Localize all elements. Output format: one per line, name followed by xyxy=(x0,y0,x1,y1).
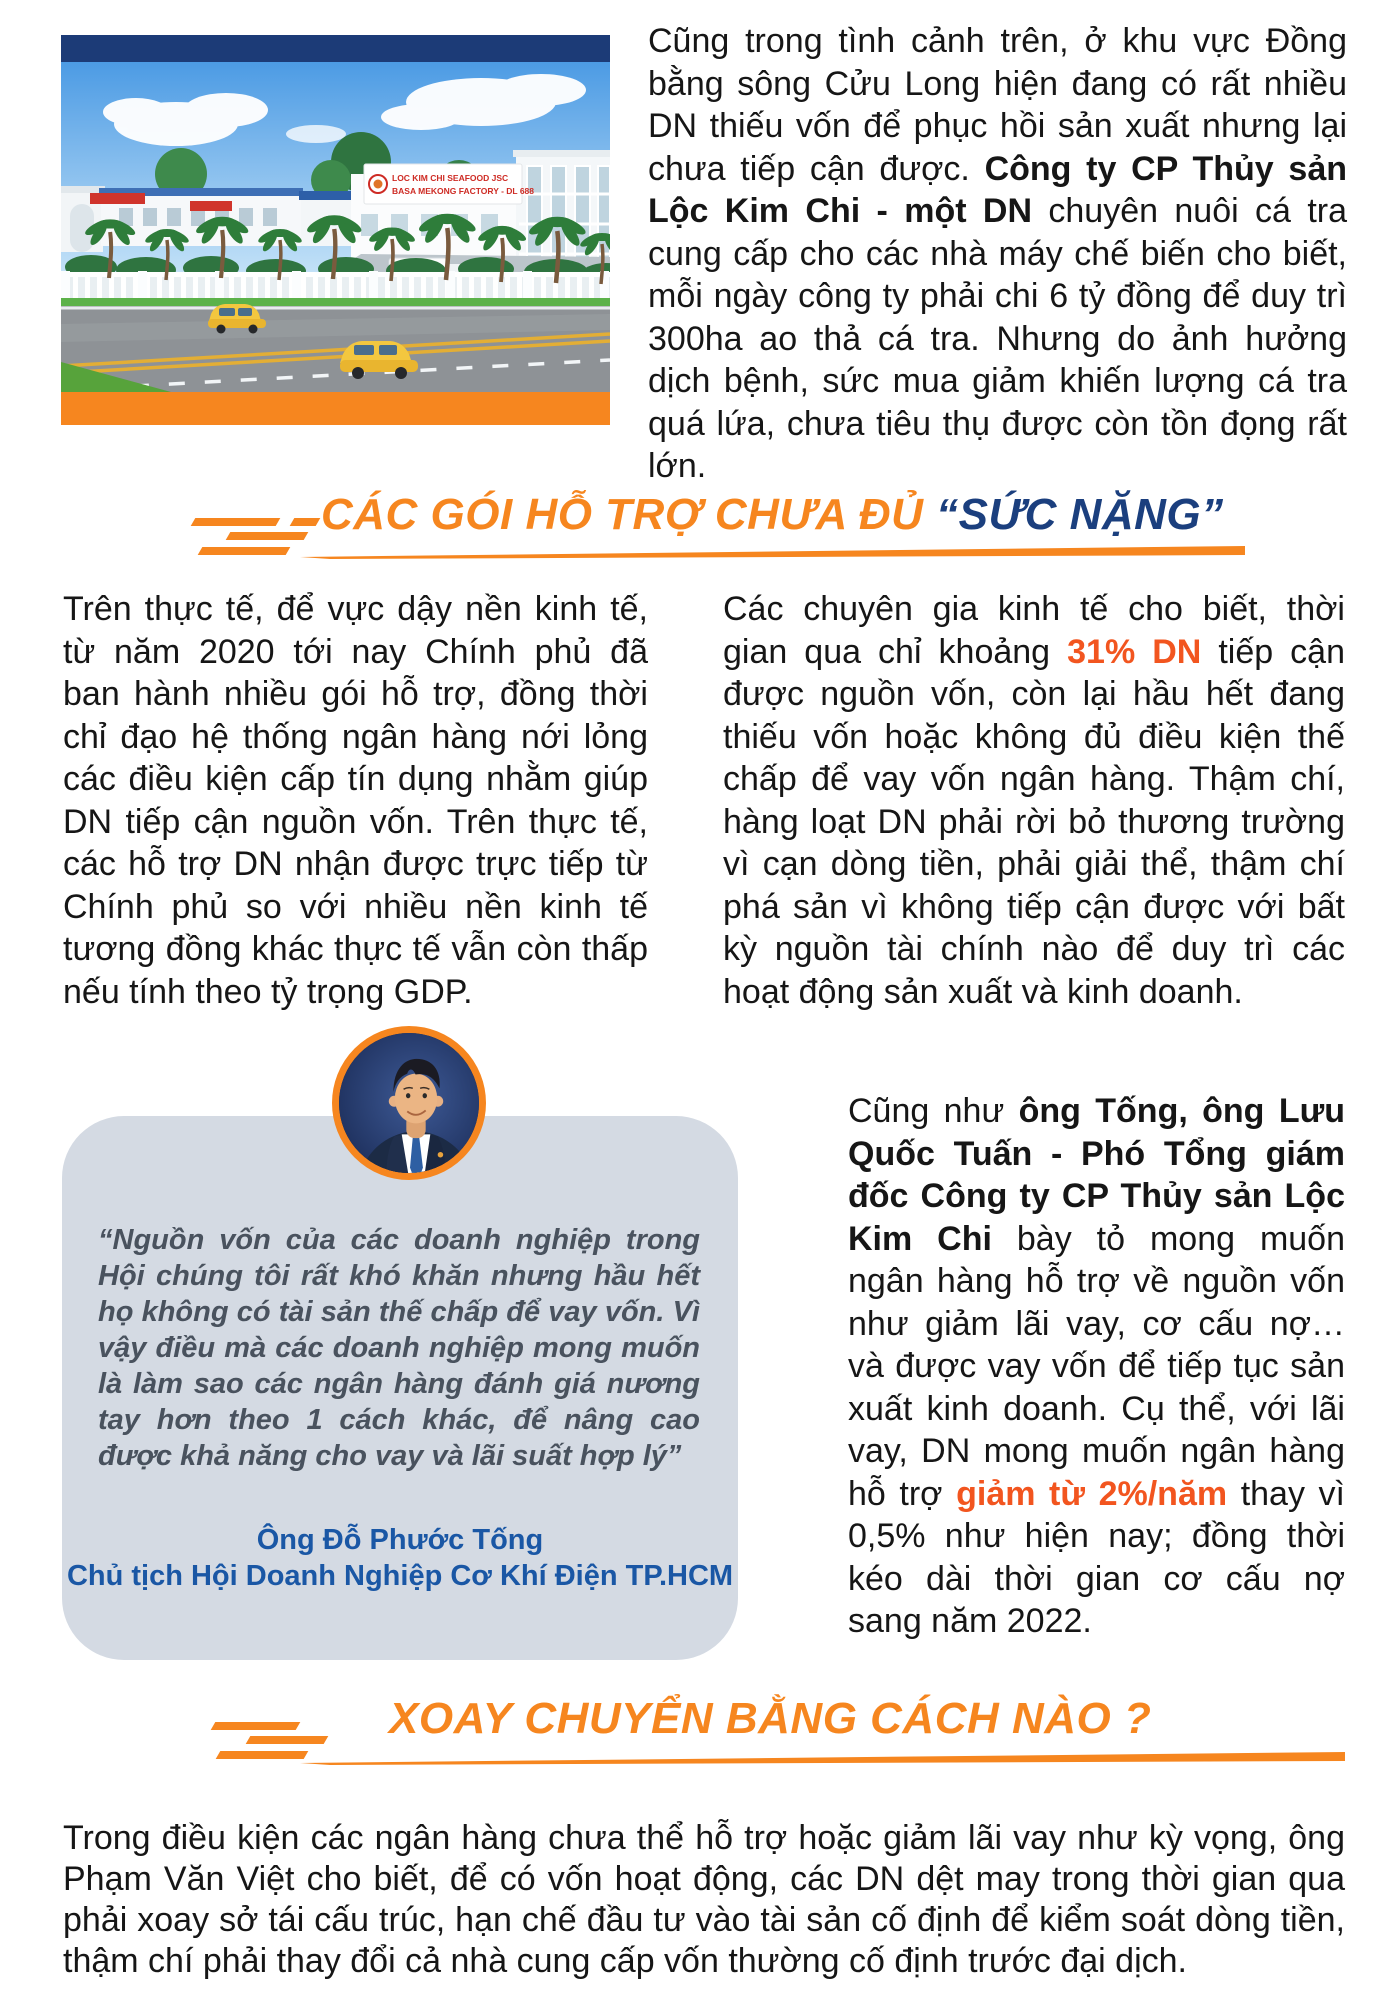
section2-mid: bày tỏ mong muốn ngân hàng hỗ trợ về nguồn vốn như giảm lãi vay, cơ cấu nợ… và được vay vốn để tiếp tục sản xuất kinh doanh. Cụ thể, với lãi vay, DN mong muốn ngân hàng hỗ trợ xyxy=(848,1219,1345,1513)
section1-right-pre: Các chuyên gia kinh tế cho biết, thời gian qua chỉ khoảng xyxy=(723,590,1345,671)
intro-text-post: chuyên nuôi cá tra cung cấp cho các nhà máy chế biến cho biết, mỗi ngày công ty phải chi 6 tỷ đồng để duy trì 300ha ao thả cá tra. Nhưng do ảnh hưởng dịch bệnh, sức mua giảm khiến lượng cá tra quá lứa, chưa tiêu thụ được còn tồn đọng rất lớn. xyxy=(648,192,1347,485)
section2-heading: XOAY CHUYỂN BẰNG CÁCH NÀO ? xyxy=(389,1694,1152,1743)
section1-heading xyxy=(321,490,1224,540)
factory-sign xyxy=(364,164,534,204)
factory-illustration-svg xyxy=(61,62,610,392)
road xyxy=(61,306,610,392)
section1-right-post: tiếp cận được nguồn vốn, còn lại hầu hết đang thiếu vốn hoặc không đủ điều kiện thế chấp để vay vốn ngân hàng. Thậm chí, hàng loạt DN phải rời bỏ thương trường vì cạn dòng tiền, phải giải thể, thậm chí phá sản vì không tiếp cận được với bất kỳ nguồn tài chính nào để duy trì các hoạt động sản xuất và kinh doanh. xyxy=(723,632,1345,1011)
heading2-dash-icon xyxy=(246,1736,329,1744)
section2-right-column xyxy=(848,1090,1345,1643)
heading1-navy-text: “SỨC NẶNG” xyxy=(936,490,1224,539)
factory-illustration xyxy=(61,62,610,392)
heading1-dash-icon xyxy=(198,547,291,555)
section1-right-column xyxy=(723,588,1345,1013)
heading1-underline-icon xyxy=(300,544,1245,560)
section2-post: thay vì 0,5% như hiện nay; đồng thời kéo dài thời gian cơ cấu nợ sang năm 2022. xyxy=(848,1474,1346,1640)
photo-bottom-bar xyxy=(61,392,610,425)
portrait-avatar xyxy=(332,1026,486,1180)
photo-top-bar xyxy=(61,35,610,62)
sign-line-1: LOC KIM CHI SEAFOOD JSC xyxy=(392,173,509,183)
section2-highlight: giảm từ 2%/năm xyxy=(956,1474,1228,1513)
quote-text: “Nguồn vốn của các doanh nghiệp trong Hội chúng tôi rất khó khăn nhưng hầu hết họ không có tài sản thế chấp để vay vốn. Vì vậy điều mà các doanh nghiệp mong muốn là làm sao các ngân hàng đánh giá nương tay hơn theo 1 cách khác, để nâng cao được khả năng cho vay và lãi suất hợp lý” xyxy=(98,1224,700,1472)
heading1-orange-text: CÁC GÓI HỖ TRỢ CHƯA ĐỦ xyxy=(321,490,937,539)
heading2-dash-icon xyxy=(216,1751,309,1759)
section1-left-column: Trên thực tế, để vực dậy nền kinh tế, từ năm 2020 tới nay Chính phủ đã ban hành nhiều gói hỗ trợ, đồng thời chỉ đạo hệ thống ngân hàng nới lỏng các điều kiện cấp tín dụng nhằm giúp DN tiếp cận nguồn vốn. Trên thực tế, các hỗ trợ DN nhận được trực tiếp từ Chính phủ so với nhiều nền kinh tế tương đồng khác thực tế vẫn còn thấp nếu tính theo tỷ trọng GDP. xyxy=(63,590,648,1011)
heading1-dash-icon xyxy=(226,532,309,540)
section1-right-highlight: 31% DN xyxy=(1067,632,1202,671)
heading1-dash-icon xyxy=(290,518,321,526)
quote-author-title: Chủ tịch Hội Doanh Nghiệp Cơ Khí Điện TP.HCM xyxy=(66,1560,734,1592)
section2-pre: Cũng như xyxy=(848,1092,1019,1130)
outro-paragraph: Trong điều kiện các ngân hàng chưa thể hỗ trợ hoặc giảm lãi vay như kỳ vọng, ông Phạm Văn Việt cho biết, để có vốn hoạt động, các DN dệt may trong thời gian qua phải xoay sở tái cấu trúc, hạn chế đầu tư vào tài sản cố định để kiểm soát dòng tiền, thậm chí phải thay đổi cả nhà cung cấp vốn thường cố định trước đại dịch. xyxy=(63,1819,1345,1980)
heading2-dash-icon xyxy=(211,1722,301,1730)
intro-text-pre: Cũng trong tình cảnh trên, ở khu vực Đồng bằng sông Cửu Long hiện đang có rất nhiều DN thiếu vốn để phục hồi sản xuất nhưng lại chưa tiếp cận được. xyxy=(648,22,1347,188)
intro-text-bold: Công ty CP Thủy sản Lộc Kim Chi - một DN xyxy=(648,149,1347,230)
fence xyxy=(61,272,610,300)
heading2-underline-icon xyxy=(300,1750,1345,1766)
intro-paragraph xyxy=(648,20,1347,488)
factory-photo xyxy=(61,35,610,425)
sign-line-2: BASA MEKONG FACTORY - DL 688 xyxy=(392,186,535,196)
grass-verge xyxy=(61,298,610,306)
quote-author: Ông Đỗ Phước Tống xyxy=(256,1524,544,1556)
section2-bold: ông Tống, ông Lưu Quốc Tuấn - Phó Tổng giám đốc Công ty CP Thủy sản Lộc Kim Chi xyxy=(848,1092,1345,1258)
heading1-dash-icon xyxy=(191,518,281,526)
